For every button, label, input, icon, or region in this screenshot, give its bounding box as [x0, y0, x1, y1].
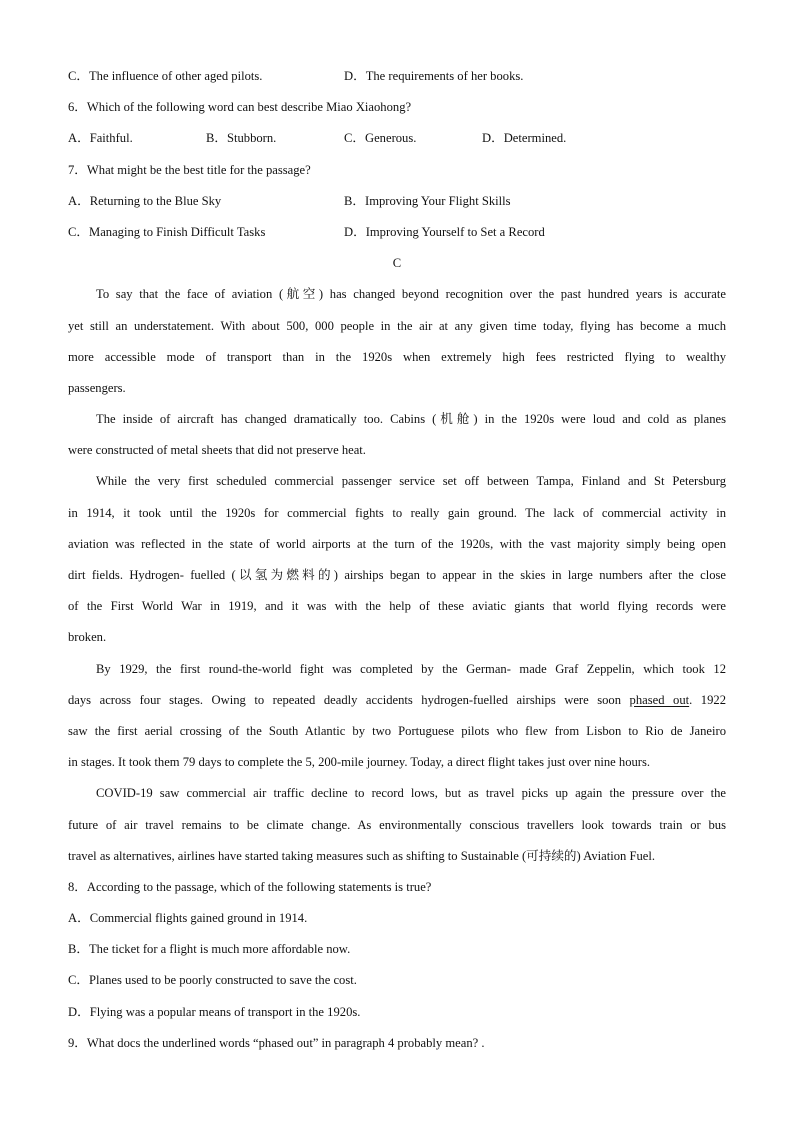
paragraph-line: of the First World War in 1919, and it was with the help of these aviatic giants that world flying records were [68, 599, 726, 614]
paragraph-line: aviation was reflected in the state of world airports at the turn of the 1920s, with the vast majority simply being open [68, 536, 726, 551]
q7-option-a: A．Returning to the Blue Sky [68, 193, 222, 208]
q6-options [68, 126, 726, 157]
paragraph-line: saw the first aerial crossing of the South Atlantic by two Portuguese pilots who flew from Lisbon to Rio de Janeiro [68, 723, 726, 738]
passage-paragraph-1 [68, 282, 726, 407]
q7-options-ab [68, 189, 726, 220]
q8-question: 8．According to the passage, which of the following statements is true? [68, 879, 432, 894]
paragraph-line: COVID-19 saw commercial air traffic decline to record lows, but as travel picks up again the pressure over the [96, 786, 726, 801]
q8-option-b: B．The ticket for a flight is much more affordable now. [68, 942, 351, 957]
paragraph-line-with-underline [68, 688, 726, 719]
q5-option-d: D．The requirements of her books. [344, 69, 524, 83]
worksheet-page [68, 64, 726, 1062]
paragraph-text: . 1922 [689, 692, 726, 707]
q7-option-c: C．Managing to Finish Difficult Tasks [68, 224, 266, 239]
paragraph-line: future of air travel remains to be climate change. As environmentally conscious travellers look towards train or bus [68, 817, 726, 832]
q7-options-cd [68, 220, 726, 251]
paragraph-line: By 1929, the first round-the-world fight was completed by the German- made Graf Zeppelin, which took 12 [96, 661, 726, 676]
passage-paragraph-2 [68, 407, 726, 469]
q8-option-a: A．Commercial flights gained ground in 1914. [68, 911, 308, 926]
paragraph-line: yet still an understatement. With about 500, 000 people in the air at any given time today, flying has become a much [68, 318, 726, 333]
q8-option-c: C．Planes used to be poorly constructed to save the cost. [68, 973, 357, 988]
passage-paragraph-4 [68, 657, 726, 782]
passage-paragraph-5 [68, 781, 726, 875]
passage-paragraph-3 [68, 469, 726, 656]
q6-option-d: D．Determined. [482, 131, 567, 146]
paragraph-line: in 1914, it took until the 1920s for commercial fights to really gain ground. The lack of commercial activity in [68, 505, 726, 520]
paragraph-line: in stages. It took them 79 days to complete the 5, 200-mile journey. Today, a direct flight takes just over nine hours. [68, 755, 651, 770]
q5-option-c: C．The influence of other aged pilots. [68, 69, 263, 83]
paragraph-line: passengers. [68, 380, 126, 395]
q6-option-c: C．Generous. [344, 131, 417, 146]
paragraph-line: The inside of aircraft has changed dramatically too. Cabins (机舱) in the 1920s were loud and cold as planes [96, 412, 726, 427]
section-label: C [392, 256, 402, 271]
paragraph-line: While the very first scheduled commercial passenger service set off between Tampa, Finland and St Petersburg [96, 474, 726, 489]
paragraph-line: dirt fields. Hydrogen- fuelled (以氢为燃料的) airships began to appear in the skies in large numbers after the close [68, 568, 726, 582]
q7-option-d: D．Improving Yourself to Set a Record [344, 224, 545, 239]
underlined-phrase: phased out [629, 692, 690, 707]
q6-question: 6．Which of the following word can best describe Miao Xiaohong? [68, 100, 412, 115]
q7-option-b: B．Improving Your Flight Skills [344, 193, 511, 208]
paragraph-line: travel as alternatives, airlines have started taking measures such as shifting to Sustainable (可持续的) Aviation Fuel. [68, 848, 655, 863]
q5-options-cd [68, 64, 726, 95]
q6-option-a: A．Faithful. [68, 131, 133, 146]
paragraph-line: more accessible mode of transport than in the 1920s when extremely high fees restricted flying to wealthy [68, 349, 726, 364]
q6-option-b: B．Stubborn. [206, 131, 277, 146]
paragraph-line: were constructed of metal sheets that did not preserve heat. [68, 443, 366, 458]
paragraph-line: To say that the face of aviation (航空) has changed beyond recognition over the past hundred years is accurate [96, 287, 726, 302]
paragraph-line: broken. [68, 630, 107, 645]
q8-option-d: D．Flying was a popular means of transport in the 1920s. [68, 1004, 361, 1019]
paragraph-text: days across four stages. Owing to repeated deadly accidents hydrogen-fuelled airships were soon [68, 692, 630, 707]
q9-question: 9．What docs the underlined words “phased out” in paragraph 4 probably mean? . [68, 1035, 485, 1050]
q7-question: 7．What might be the best title for the passage? [68, 162, 311, 177]
